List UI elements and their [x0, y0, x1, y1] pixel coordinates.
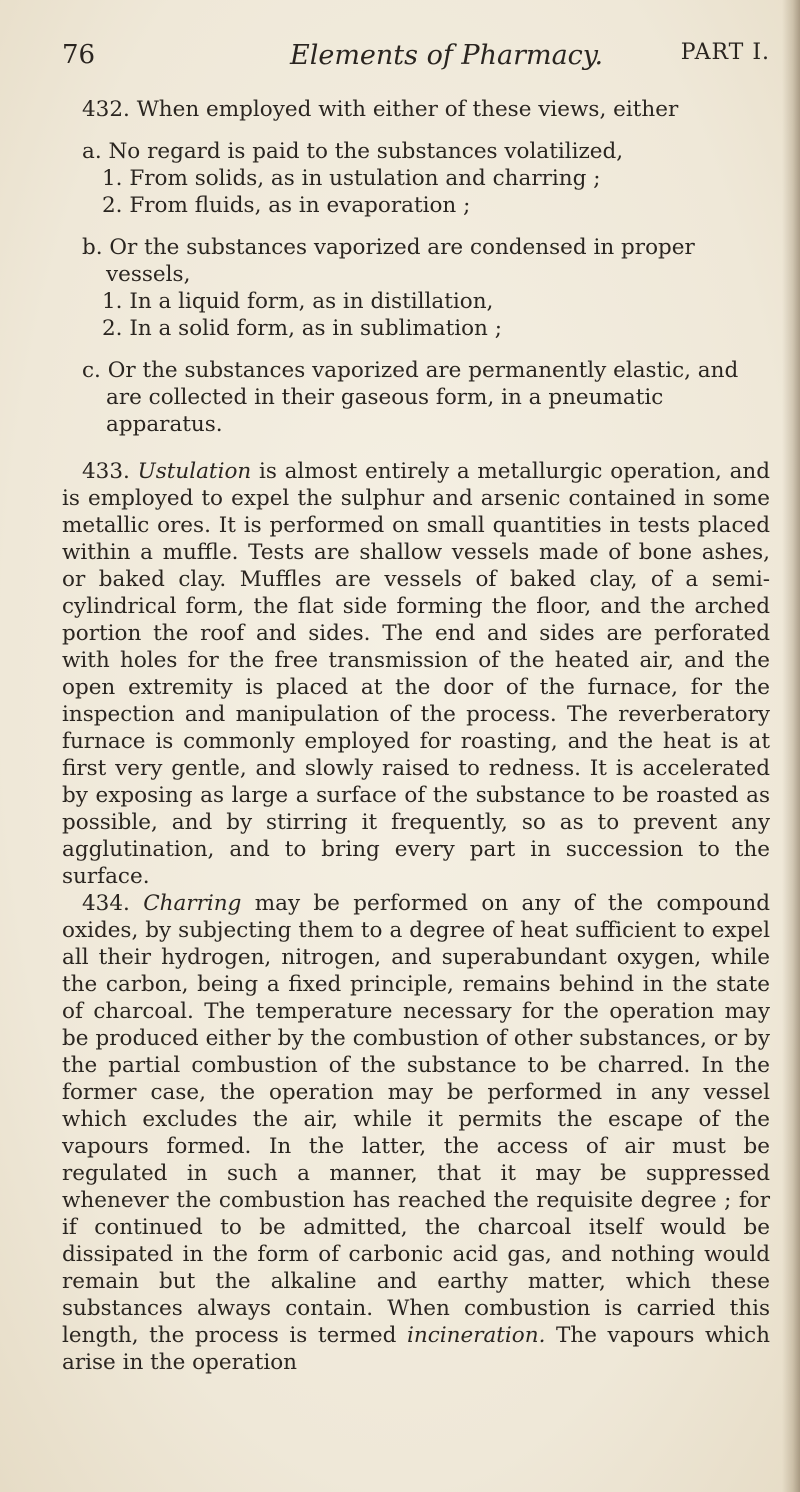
spacer [62, 342, 770, 357]
section-434-term-incineration: incineration. [406, 1323, 546, 1348]
running-title: Elements of Pharmacy. [290, 40, 604, 71]
section-432-item-c: c. Or the substances vaporized are permanently elastic, and are collected in their gaseous form, in a pneumatic apparatus. [82, 358, 739, 437]
section-432-item-b: b. Or the substances vaporized are condensed in proper vessels, [82, 235, 695, 287]
section-434-text-continued: The vapours which arise in the operation [62, 1323, 770, 1375]
section-432-b-sub-1: 1. In a liquid form, as in distillation, [102, 289, 494, 314]
section-433-term: Ustulation [137, 459, 252, 484]
page-number: 76 [62, 40, 96, 70]
section-433-paragraph [62, 458, 770, 890]
part-label: PART I. [680, 40, 770, 65]
page-edge-shadow [782, 0, 800, 1492]
spacer [62, 438, 770, 458]
page-body [62, 96, 770, 1376]
section-434-text: may be performed on any of the compound oxides, by subjecting them to a degree of heat sufficient to expel all their hydrogen, nitrogen, and superabundant oxygen, while the carbon, being a fixed principle, remains behind in the state of charcoal. The temperature necessary for the operation may be produced either by the combustion of other substances, or by the partial combustion of the substance to be charred. In the former case, the operation may be performed in any vessel which excludes the air, while it permits the escape of the vapours formed. In the latter, the access of air must be regulated in such a manner, that it may be suppressed whenever the combustion has reached the requisite degree ; for if continued to be admitted, the charcoal itself would be dissipated in the form of carbonic acid gas, and nothing would remain but the alkaline and earthy matter, which these substances always contain. When combustion is carried this length, the process is termed [62, 891, 770, 1348]
section-432-item-a: a. No regard is paid to the substances volatilized, [82, 139, 624, 164]
section-432-a-sub-1: 1. From solids, as in ustulation and charring ; [102, 166, 601, 191]
section-433-number: 433. [82, 459, 130, 484]
section-434-number: 434. [82, 891, 130, 916]
section-433-text: is almost entirely a metallurgic operation, and is employed to expel the sulphur and arsenic contained in some metallic ores. It is performed on small quantities in tests placed within a muffle. Tests are shallow vessels made of bone ashes, or baked clay. Muffles are vessels of baked clay, of a semi-cylindrical form, the flat side forming the floor, and the arched portion the roof and sides. The end and sides are perforated with holes for the free transmission of the heated air, and the open extremity is placed at the door of the furnace, for the inspection and manipulation of the process. The reverberatory furnace is commonly employed for roasting, and the heat is at first very gentle, and slowly raised to redness. It is accelerated by exposing as large a surface of the substance to be roasted as possible, and by stirring it frequently, so as to prevent any agglutination, and to bring every part in succession to the surface. [62, 459, 770, 889]
section-432-b-sub-2: 2. In a solid form, as in sublimation ; [102, 316, 502, 341]
running-header [62, 40, 770, 80]
section-434-paragraph [62, 890, 770, 1376]
spacer [62, 123, 770, 138]
section-432-intro: 432. When employed with either of these views, either [82, 97, 679, 122]
section-432-a-sub-2: 2. From fluids, as in evaporation ; [102, 193, 471, 218]
section-434-term: Charring [143, 891, 242, 916]
spacer [62, 219, 770, 234]
